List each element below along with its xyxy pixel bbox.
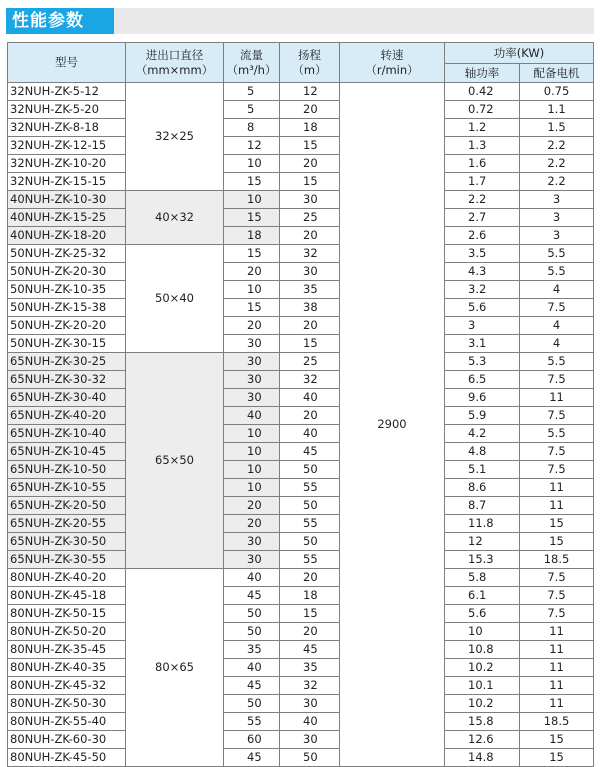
motor-power-cell: 7.5: [520, 299, 594, 317]
model-cell: 32NUH-ZK-15-15: [8, 173, 126, 191]
table-row: [8, 551, 594, 569]
model-cell: 40NUH-ZK-15-25: [8, 209, 126, 227]
head-cell: 30: [280, 731, 340, 749]
table-row: [8, 299, 594, 317]
motor-power-cell: 5.5: [520, 245, 594, 263]
shaft-power-cell: 8.7: [445, 497, 520, 515]
flow-cell: 10: [224, 479, 280, 497]
section-title-bar: [6, 8, 594, 34]
motor-power-cell: 0.75: [520, 83, 594, 101]
shaft-power-cell: 10.2: [445, 695, 520, 713]
table-row: [8, 605, 594, 623]
table-row: [8, 389, 594, 407]
head-cell: 40: [280, 425, 340, 443]
shaft-power-cell: 3: [445, 317, 520, 335]
head-cell: 55: [280, 515, 340, 533]
shaft-power-cell: 5.6: [445, 299, 520, 317]
shaft-power-cell: 10.2: [445, 659, 520, 677]
table-row: [8, 173, 594, 191]
motor-power-cell: 4: [520, 281, 594, 299]
motor-power-cell: 11: [520, 677, 594, 695]
model-cell: 65NUH-ZK-30-50: [8, 533, 126, 551]
motor-power-cell: 2.2: [520, 155, 594, 173]
motor-power-cell: 15: [520, 533, 594, 551]
flow-cell: 10: [224, 425, 280, 443]
model-cell: 32NUH-ZK-12-15: [8, 137, 126, 155]
motor-power-cell: 7.5: [520, 587, 594, 605]
shaft-power-cell: 0.72: [445, 101, 520, 119]
shaft-power-cell: 4.3: [445, 263, 520, 281]
model-cell: 32NUH-ZK-5-12: [8, 83, 126, 101]
motor-power-cell: 7.5: [520, 371, 594, 389]
diameter-cell: 32×25: [126, 83, 224, 191]
flow-cell: 30: [224, 353, 280, 371]
table-row: [8, 119, 594, 137]
model-cell: 40NUH-ZK-10-30: [8, 191, 126, 209]
shaft-power-cell: 11.8: [445, 515, 520, 533]
model-cell: 65NUH-ZK-10-50: [8, 461, 126, 479]
flow-cell: 20: [224, 497, 280, 515]
flow-cell: 8: [224, 119, 280, 137]
shaft-power-cell: 4.8: [445, 443, 520, 461]
header-diameter: 进出口直径 （mm×mm）: [126, 43, 224, 83]
head-cell: 32: [280, 677, 340, 695]
table-row: [8, 335, 594, 353]
motor-power-cell: 5.5: [520, 263, 594, 281]
header-model: 型号: [8, 43, 126, 83]
motor-power-cell: 4: [520, 317, 594, 335]
flow-cell: 55: [224, 713, 280, 731]
shaft-power-cell: 1.6: [445, 155, 520, 173]
table-row: [8, 425, 594, 443]
motor-power-cell: 1.5: [520, 119, 594, 137]
table-row: [8, 227, 594, 245]
header-speed: 转速 （r/min）: [340, 43, 445, 83]
shaft-power-cell: 8.6: [445, 479, 520, 497]
performance-table: [7, 42, 594, 767]
shaft-power-cell: 0.42: [445, 83, 520, 101]
head-cell: 15: [280, 137, 340, 155]
shaft-power-cell: 6.1: [445, 587, 520, 605]
table-row: [8, 623, 594, 641]
head-cell: 55: [280, 551, 340, 569]
head-cell: 55: [280, 479, 340, 497]
motor-power-cell: 2.2: [520, 137, 594, 155]
shaft-power-cell: 10: [445, 623, 520, 641]
header-motor-power: 配备电机: [520, 64, 594, 83]
head-cell: 20: [280, 569, 340, 587]
header-flow: 流量 （m³/h）: [224, 43, 280, 83]
flow-cell: 10: [224, 281, 280, 299]
flow-cell: 30: [224, 533, 280, 551]
diameter-cell: 40×32: [126, 191, 224, 245]
shaft-power-cell: 15.3: [445, 551, 520, 569]
motor-power-cell: 5.5: [520, 353, 594, 371]
shaft-power-cell: 10.1: [445, 677, 520, 695]
head-cell: 30: [280, 263, 340, 281]
table-row: [8, 155, 594, 173]
table-row: [8, 533, 594, 551]
shaft-power-cell: 6.5: [445, 371, 520, 389]
head-cell: 50: [280, 497, 340, 515]
table-row: [8, 101, 594, 119]
flow-cell: 20: [224, 515, 280, 533]
table-row: [8, 209, 594, 227]
shaft-power-cell: 5.3: [445, 353, 520, 371]
head-cell: 40: [280, 389, 340, 407]
table-row: [8, 515, 594, 533]
motor-power-cell: 11: [520, 641, 594, 659]
speed-cell: 2900: [340, 83, 445, 767]
head-cell: 45: [280, 641, 340, 659]
flow-cell: 45: [224, 587, 280, 605]
table-row: [8, 659, 594, 677]
table-row: [8, 353, 594, 371]
flow-cell: 20: [224, 317, 280, 335]
model-cell: 50NUH-ZK-30-15: [8, 335, 126, 353]
head-cell: 12: [280, 83, 340, 101]
table-row: [8, 587, 594, 605]
shaft-power-cell: 4.2: [445, 425, 520, 443]
model-cell: 65NUH-ZK-20-50: [8, 497, 126, 515]
model-cell: 65NUH-ZK-10-55: [8, 479, 126, 497]
shaft-power-cell: 2.7: [445, 209, 520, 227]
head-cell: 50: [280, 533, 340, 551]
flow-cell: 20: [224, 263, 280, 281]
motor-power-cell: 7.5: [520, 461, 594, 479]
table-row: [8, 263, 594, 281]
model-cell: 65NUH-ZK-30-40: [8, 389, 126, 407]
head-cell: 50: [280, 749, 340, 767]
model-cell: 80NUH-ZK-45-32: [8, 677, 126, 695]
motor-power-cell: 11: [520, 695, 594, 713]
table-row: [8, 317, 594, 335]
shaft-power-cell: 5.8: [445, 569, 520, 587]
flow-cell: 10: [224, 461, 280, 479]
head-cell: 25: [280, 209, 340, 227]
flow-cell: 45: [224, 749, 280, 767]
head-cell: 20: [280, 101, 340, 119]
motor-power-cell: 15: [520, 731, 594, 749]
motor-power-cell: 3: [520, 227, 594, 245]
motor-power-cell: 3: [520, 209, 594, 227]
table-row: [8, 695, 594, 713]
table-row: [8, 749, 594, 767]
table-row: [8, 371, 594, 389]
model-cell: 65NUH-ZK-10-40: [8, 425, 126, 443]
shaft-power-cell: 3.2: [445, 281, 520, 299]
head-cell: 30: [280, 191, 340, 209]
header-head: 扬程 （m）: [280, 43, 340, 83]
table-row: [8, 281, 594, 299]
motor-power-cell: 1.1: [520, 101, 594, 119]
flow-cell: 15: [224, 173, 280, 191]
motor-power-cell: 5.5: [520, 425, 594, 443]
motor-power-cell: 4: [520, 335, 594, 353]
motor-power-cell: 11: [520, 659, 594, 677]
model-cell: 80NUH-ZK-55-40: [8, 713, 126, 731]
model-cell: 32NUH-ZK-10-20: [8, 155, 126, 173]
table-row: [8, 443, 594, 461]
shaft-power-cell: 5.1: [445, 461, 520, 479]
model-cell: 50NUH-ZK-25-32: [8, 245, 126, 263]
head-cell: 50: [280, 461, 340, 479]
motor-power-cell: 7.5: [520, 605, 594, 623]
flow-cell: 40: [224, 407, 280, 425]
model-cell: 80NUH-ZK-45-18: [8, 587, 126, 605]
flow-cell: 10: [224, 191, 280, 209]
motor-power-cell: 11: [520, 479, 594, 497]
motor-power-cell: 18.5: [520, 551, 594, 569]
diameter-cell: 80×65: [126, 569, 224, 767]
shaft-power-cell: 2.6: [445, 227, 520, 245]
model-cell: 80NUH-ZK-50-30: [8, 695, 126, 713]
table-row: [8, 191, 594, 209]
shaft-power-cell: 12: [445, 533, 520, 551]
shaft-power-cell: 1.3: [445, 137, 520, 155]
table-row: [8, 245, 594, 263]
flow-cell: 40: [224, 569, 280, 587]
motor-power-cell: 2.2: [520, 173, 594, 191]
shaft-power-cell: 12.6: [445, 731, 520, 749]
model-cell: 65NUH-ZK-30-55: [8, 551, 126, 569]
head-cell: 40: [280, 713, 340, 731]
table-row: [8, 731, 594, 749]
motor-power-cell: 15: [520, 515, 594, 533]
motor-power-cell: 15: [520, 749, 594, 767]
model-cell: 65NUH-ZK-40-20: [8, 407, 126, 425]
motor-power-cell: 18.5: [520, 713, 594, 731]
table-row: [8, 137, 594, 155]
motor-power-cell: 7.5: [520, 569, 594, 587]
table-row: [8, 461, 594, 479]
flow-cell: 30: [224, 335, 280, 353]
flow-cell: 30: [224, 371, 280, 389]
head-cell: 32: [280, 245, 340, 263]
shaft-power-cell: 1.7: [445, 173, 520, 191]
shaft-power-cell: 14.8: [445, 749, 520, 767]
model-cell: 65NUH-ZK-30-25: [8, 353, 126, 371]
flow-cell: 30: [224, 389, 280, 407]
flow-cell: 50: [224, 605, 280, 623]
model-cell: 50NUH-ZK-20-20: [8, 317, 126, 335]
head-cell: 20: [280, 155, 340, 173]
flow-cell: 50: [224, 695, 280, 713]
model-cell: 80NUH-ZK-60-30: [8, 731, 126, 749]
motor-power-cell: 11: [520, 389, 594, 407]
motor-power-cell: 3: [520, 191, 594, 209]
flow-cell: 40: [224, 659, 280, 677]
head-cell: 20: [280, 407, 340, 425]
flow-cell: 12: [224, 137, 280, 155]
diameter-cell: 65×50: [126, 353, 224, 569]
table-row: [8, 479, 594, 497]
shaft-power-cell: 9.6: [445, 389, 520, 407]
section-title: 性能参数: [6, 8, 114, 34]
head-cell: 35: [280, 281, 340, 299]
head-cell: 20: [280, 623, 340, 641]
flow-cell: 50: [224, 623, 280, 641]
model-cell: 65NUH-ZK-10-45: [8, 443, 126, 461]
motor-power-cell: 7.5: [520, 407, 594, 425]
head-cell: 18: [280, 119, 340, 137]
model-cell: 65NUH-ZK-30-32: [8, 371, 126, 389]
head-cell: 15: [280, 605, 340, 623]
table-row: [8, 83, 594, 101]
table-body: [8, 83, 594, 767]
table-row: [8, 713, 594, 731]
flow-cell: 15: [224, 299, 280, 317]
model-cell: 80NUH-ZK-40-35: [8, 659, 126, 677]
header-power: 功率(KW): [445, 43, 594, 64]
table-header: [8, 43, 594, 83]
model-cell: 65NUH-ZK-20-55: [8, 515, 126, 533]
model-cell: 50NUH-ZK-20-30: [8, 263, 126, 281]
model-cell: 50NUH-ZK-15-38: [8, 299, 126, 317]
motor-power-cell: 7.5: [520, 443, 594, 461]
head-cell: 25: [280, 353, 340, 371]
model-cell: 32NUH-ZK-5-20: [8, 101, 126, 119]
model-cell: 80NUH-ZK-50-15: [8, 605, 126, 623]
table-row: [8, 497, 594, 515]
head-cell: 20: [280, 317, 340, 335]
flow-cell: 35: [224, 641, 280, 659]
head-cell: 18: [280, 587, 340, 605]
flow-cell: 60: [224, 731, 280, 749]
head-cell: 20: [280, 227, 340, 245]
flow-cell: 10: [224, 443, 280, 461]
flow-cell: 15: [224, 209, 280, 227]
header-shaft-power: 轴功率: [445, 64, 520, 83]
head-cell: 38: [280, 299, 340, 317]
shaft-power-cell: 5.6: [445, 605, 520, 623]
table-row: [8, 677, 594, 695]
head-cell: 35: [280, 659, 340, 677]
shaft-power-cell: 3.5: [445, 245, 520, 263]
shaft-power-cell: 1.2: [445, 119, 520, 137]
model-cell: 80NUH-ZK-45-50: [8, 749, 126, 767]
model-cell: 80NUH-ZK-40-20: [8, 569, 126, 587]
flow-cell: 10: [224, 155, 280, 173]
flow-cell: 5: [224, 101, 280, 119]
motor-power-cell: 11: [520, 623, 594, 641]
diameter-cell: 50×40: [126, 245, 224, 353]
flow-cell: 15: [224, 245, 280, 263]
head-cell: 15: [280, 335, 340, 353]
model-cell: 80NUH-ZK-50-20: [8, 623, 126, 641]
flow-cell: 30: [224, 551, 280, 569]
head-cell: 32: [280, 371, 340, 389]
shaft-power-cell: 10.8: [445, 641, 520, 659]
shaft-power-cell: 2.2: [445, 191, 520, 209]
shaft-power-cell: 3.1: [445, 335, 520, 353]
model-cell: 80NUH-ZK-35-45: [8, 641, 126, 659]
table-row: [8, 407, 594, 425]
shaft-power-cell: 5.9: [445, 407, 520, 425]
head-cell: 15: [280, 173, 340, 191]
flow-cell: 5: [224, 83, 280, 101]
head-cell: 45: [280, 443, 340, 461]
shaft-power-cell: 15.8: [445, 713, 520, 731]
model-cell: 32NUH-ZK-8-18: [8, 119, 126, 137]
model-cell: 40NUH-ZK-18-20: [8, 227, 126, 245]
table-row: [8, 641, 594, 659]
model-cell: 50NUH-ZK-10-35: [8, 281, 126, 299]
head-cell: 30: [280, 695, 340, 713]
flow-cell: 45: [224, 677, 280, 695]
flow-cell: 18: [224, 227, 280, 245]
motor-power-cell: 11: [520, 497, 594, 515]
table-row: [8, 569, 594, 587]
